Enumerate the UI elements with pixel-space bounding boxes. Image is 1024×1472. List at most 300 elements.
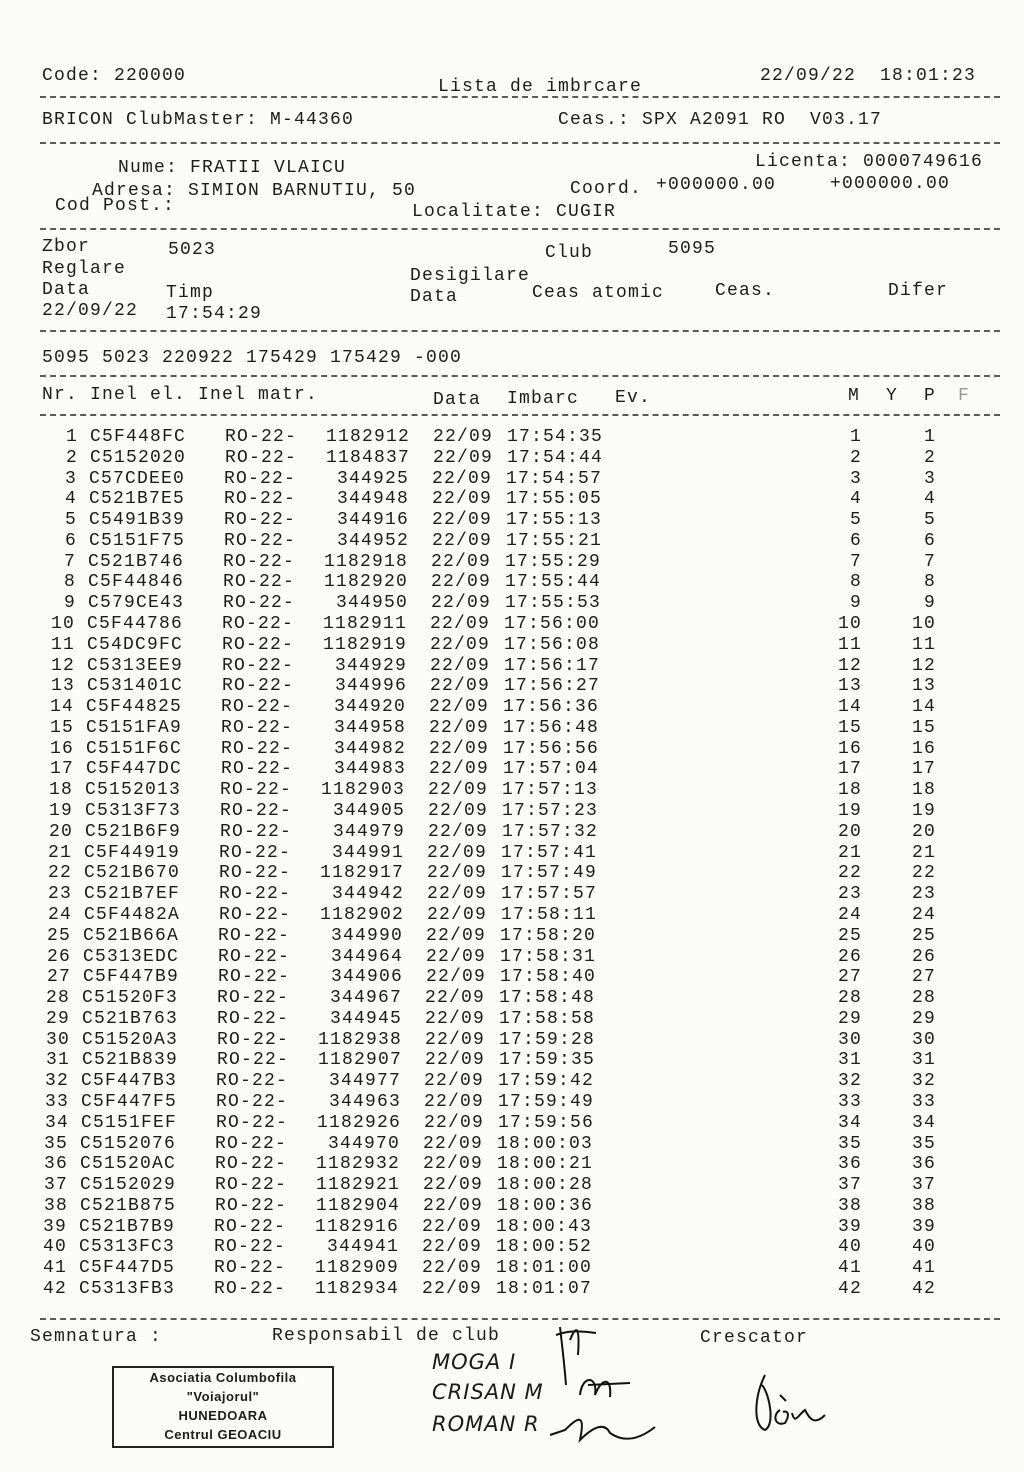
arrival-date: 22/09 [423, 1154, 484, 1175]
electronic-ring: C5F447DC [86, 759, 183, 780]
rank-p: 30 [911, 1029, 936, 1050]
rank-m: 5 [849, 510, 862, 531]
ring-number: 1182912 [325, 427, 410, 447]
row-number: 39 [42, 1216, 67, 1237]
col-header-date: Data [433, 390, 482, 410]
row-number: 26 [46, 946, 71, 967]
coord-x: +000000.00 [656, 175, 777, 195]
rank-m: 10 [837, 614, 862, 635]
row-number: 12 [50, 655, 75, 676]
arrival-date: 22/09 [424, 1091, 485, 1112]
rank-m: 40 [837, 1237, 862, 1258]
row-number: 6 [64, 530, 77, 551]
rank-p: 22 [911, 863, 936, 884]
row-number: 9 [63, 593, 76, 614]
arrival-date: 22/09 [422, 1216, 483, 1237]
electronic-ring: C5151FA9 [86, 717, 183, 738]
rank-m: 11 [837, 634, 862, 655]
rank-m: 28 [837, 988, 862, 1009]
divider [40, 96, 1000, 98]
rank-m: 17 [837, 759, 862, 780]
table-row [0, 1009, 1024, 1030]
handwritten-name: ROMAN R [432, 1412, 540, 1436]
row-number: 35 [43, 1133, 68, 1154]
electronic-ring: C521B6F9 [85, 821, 182, 842]
electronic-ring: C5F447B3 [81, 1071, 178, 1092]
arrival-date: 22/09 [432, 530, 493, 551]
ring-prefix: RO-22- [221, 717, 294, 738]
electronic-ring: C5F44786 [87, 614, 184, 635]
electronic-ring: C5F447B9 [83, 967, 180, 988]
arrival-date: 22/09 [432, 489, 493, 510]
electronic-ring: C521B66A [83, 925, 180, 946]
arrival-date: 22/09 [427, 884, 488, 905]
electronic-ring: C5152076 [80, 1133, 177, 1154]
ring-prefix: RO-22- [215, 1133, 288, 1154]
arrival-date: 22/09 [433, 447, 494, 468]
divider [40, 228, 1000, 230]
ring-prefix: RO-22- [217, 1029, 290, 1050]
rank-m: 19 [837, 801, 862, 822]
rank-m: 37 [837, 1175, 862, 1196]
ring-prefix: RO-22- [223, 551, 296, 572]
arrival-time: 17:58:11 [501, 904, 598, 925]
col-header-ring: Nr. Inel el. Inel matr. [42, 385, 319, 405]
arrival-time: 17:58:58 [499, 1008, 596, 1029]
table-row [0, 552, 1024, 573]
ring-prefix: RO-22- [220, 801, 293, 822]
rank-m: 38 [837, 1195, 862, 1216]
arrival-date: 22/09 [425, 988, 486, 1009]
owner-name: Nume: FRATII VLAICU [118, 158, 347, 178]
table-row [0, 947, 1024, 968]
row-number: 7 [63, 551, 76, 572]
row-number: 18 [48, 780, 73, 801]
rank-p: 28 [911, 988, 936, 1009]
arrival-time: 18:01:07 [496, 1278, 593, 1299]
arrival-time: 18:00:28 [497, 1175, 594, 1196]
rank-p: 17 [911, 759, 936, 780]
table-row [0, 1196, 1024, 1217]
arrival-date: 22/09 [428, 780, 489, 801]
electronic-ring: C5313EE9 [87, 655, 184, 676]
reglare-time: 17:54:29 [166, 304, 263, 324]
arrival-date: 22/09 [429, 717, 490, 738]
rank-p: 41 [911, 1258, 936, 1279]
rank-m: 4 [849, 489, 862, 510]
arrival-time: 17:59:35 [499, 1050, 596, 1071]
electronic-ring: C5313FB3 [79, 1278, 176, 1299]
ring-number: 1182932 [315, 1154, 400, 1175]
ring-number: 344920 [333, 697, 406, 718]
rank-p: 4 [923, 489, 936, 510]
rank-m: 9 [849, 593, 862, 614]
difer-label: Difer [888, 281, 949, 301]
row-number: 5 [64, 510, 77, 531]
rank-p: 9 [923, 593, 936, 614]
arrival-date: 22/09 [424, 1071, 485, 1092]
table-row [0, 1279, 1024, 1300]
arrival-date: 22/09 [430, 634, 491, 655]
rank-p: 8 [923, 572, 936, 593]
arrival-time: 17:58:31 [500, 946, 597, 967]
row-number: 38 [43, 1195, 68, 1216]
ring-prefix: RO-22- [224, 530, 297, 551]
desigilare-label: Desigilare [410, 266, 531, 286]
electronic-ring: C5152020 [90, 447, 187, 468]
arrival-time: 17:57:57 [501, 884, 598, 905]
handwritten-name: CRISAN M [432, 1380, 544, 1404]
postal-code-label: Cod Post.: [55, 196, 176, 216]
device-info: BRICON ClubMaster: M-44360 [42, 110, 355, 130]
arrival-date: 22/09 [429, 738, 490, 759]
rank-m: 23 [837, 884, 862, 905]
divider [40, 330, 1000, 332]
table-row [0, 1237, 1024, 1258]
col-header-p: P [924, 386, 937, 406]
rank-m: 34 [837, 1112, 862, 1133]
ring-prefix: RO-22- [215, 1154, 288, 1175]
rank-p: 27 [911, 967, 936, 988]
electronic-ring: C5151F75 [89, 530, 186, 551]
rank-m: 6 [849, 530, 862, 551]
rank-p: 10 [911, 614, 936, 635]
row-number: 33 [44, 1091, 69, 1112]
arrival-time: 17:59:42 [498, 1071, 595, 1092]
ring-number: 344905 [332, 801, 405, 822]
electronic-ring: C5491B39 [89, 510, 186, 531]
table-row [0, 801, 1024, 822]
row-number: 42 [42, 1278, 67, 1299]
arrival-time: 17:54:57 [506, 468, 603, 489]
arrival-date: 22/09 [427, 904, 488, 925]
arrival-date: 22/09 [423, 1175, 484, 1196]
ring-prefix: RO-22- [219, 884, 292, 905]
arrival-time: 18:00:52 [496, 1237, 593, 1258]
rank-p: 7 [923, 551, 936, 572]
row-number: 36 [43, 1154, 68, 1175]
row-number: 40 [42, 1237, 67, 1258]
ring-number: 1182938 [317, 1029, 402, 1050]
ring-prefix: RO-22- [225, 427, 298, 447]
club-responsible-label: Responsabil de club [272, 1326, 501, 1346]
arrival-date: 22/09 [426, 925, 487, 946]
arrival-time: 17:55:53 [505, 593, 602, 614]
ring-number: 1182909 [314, 1258, 399, 1279]
row-number: 32 [44, 1071, 69, 1092]
ring-number: 1182926 [316, 1112, 401, 1133]
arrival-time: 17:58:20 [500, 925, 597, 946]
electronic-ring: C521B7E5 [89, 489, 186, 510]
row-number: 20 [48, 821, 73, 842]
ring-number: 344982 [333, 738, 406, 759]
rank-m: 3 [849, 468, 862, 489]
ring-number: 344977 [328, 1071, 401, 1092]
rank-p: 40 [911, 1237, 936, 1258]
arrival-time: 17:56:00 [504, 614, 601, 635]
arrival-time: 17:57:49 [501, 863, 598, 884]
ring-prefix: RO-22- [221, 697, 294, 718]
print-datetime: 22/09/22 18:01:23 [760, 66, 977, 86]
ring-number: 1182904 [315, 1195, 400, 1216]
ring-number: 344967 [329, 988, 402, 1009]
rank-p: 2 [923, 447, 936, 468]
rank-m: 30 [837, 1029, 862, 1050]
arrival-time: 17:57:23 [502, 801, 599, 822]
row-number: 10 [50, 614, 75, 635]
signature-label: Semnatura : [30, 1327, 163, 1347]
ring-number: 344983 [333, 759, 406, 780]
arrival-time: 18:00:43 [496, 1216, 593, 1237]
row-number: 1 [65, 427, 78, 447]
electronic-ring: C521B875 [80, 1195, 177, 1216]
arrival-time: 17:57:04 [503, 759, 600, 780]
ring-number: 1182918 [323, 551, 408, 572]
row-number: 27 [46, 967, 71, 988]
electronic-ring: C5151FEF [81, 1112, 178, 1133]
arrival-date: 22/09 [433, 427, 494, 447]
reglare-date: 22/09/22 [42, 301, 139, 321]
ring-prefix: RO-22- [222, 614, 295, 635]
ring-number: 344950 [335, 593, 408, 614]
row-number: 3 [64, 468, 77, 489]
electronic-ring: C521B839 [82, 1050, 179, 1071]
arrival-time: 17:57:32 [502, 821, 599, 842]
table-row [0, 676, 1024, 697]
table-row [0, 1071, 1024, 1092]
ring-number: 344945 [329, 1008, 402, 1029]
arrival-time: 17:56:56 [503, 738, 600, 759]
electronic-ring: C5F4482A [84, 904, 181, 925]
ring-prefix: RO-22- [224, 489, 297, 510]
row-number: 11 [50, 634, 75, 655]
electronic-ring: C51520A3 [82, 1029, 179, 1050]
table-row [0, 1134, 1024, 1155]
ring-prefix: RO-22- [218, 946, 291, 967]
arrival-date: 22/09 [422, 1237, 483, 1258]
rank-p: 20 [911, 821, 936, 842]
reglare-label: Reglare [42, 259, 127, 279]
table-row [0, 572, 1024, 593]
arrival-date: 22/09 [430, 614, 491, 635]
arrival-date: 22/09 [432, 510, 493, 531]
electronic-ring: C5152029 [80, 1175, 177, 1196]
ring-number: 344929 [334, 655, 407, 676]
ring-prefix: RO-22- [214, 1278, 287, 1299]
club-value: 5095 [668, 239, 717, 259]
ring-prefix: RO-22- [222, 655, 295, 676]
table-row [0, 1050, 1024, 1071]
rank-p: 6 [923, 530, 936, 551]
ring-number: 344963 [328, 1091, 401, 1112]
rank-m: 32 [837, 1071, 862, 1092]
ring-number: 344996 [334, 676, 407, 697]
row-number: 8 [63, 572, 76, 593]
arrival-date: 22/09 [427, 863, 488, 884]
arrival-time: 17:58:48 [499, 988, 596, 1009]
ring-prefix: RO-22- [219, 842, 292, 863]
ring-number: 1182902 [319, 904, 404, 925]
ring-prefix: RO-22- [221, 738, 294, 759]
row-number: 19 [48, 801, 73, 822]
table-row [0, 905, 1024, 926]
rank-m: 31 [837, 1050, 862, 1071]
rank-p: 39 [911, 1216, 936, 1237]
electronic-ring: C5313F73 [85, 801, 182, 822]
owner-address: Adresa: SIMION BARNUTIU, 50 [92, 181, 417, 201]
rank-p: 1 [923, 427, 936, 447]
arrival-time: 17:54:44 [507, 447, 604, 468]
ring-prefix: RO-22- [224, 510, 297, 531]
ring-prefix: RO-22- [216, 1091, 289, 1112]
ring-number: 344979 [332, 821, 405, 842]
row-number: 29 [45, 1008, 70, 1029]
rank-p: 13 [911, 676, 936, 697]
ring-prefix: RO-22- [217, 1008, 290, 1029]
table-row [0, 489, 1024, 510]
electronic-ring: C521B763 [82, 1008, 179, 1029]
zbor-label: Zbor [42, 237, 91, 257]
arrival-time: 17:56:48 [503, 717, 600, 738]
arrival-date: 22/09 [431, 593, 492, 614]
divider [40, 375, 1000, 377]
table-row [0, 1030, 1024, 1051]
ring-prefix: RO-22- [218, 967, 291, 988]
arrival-time: 18:00:36 [497, 1195, 594, 1216]
ring-number: 344990 [330, 925, 403, 946]
electronic-ring: C5313FC3 [79, 1237, 176, 1258]
locality: Localitate: CUGIR [412, 202, 617, 222]
ring-number: 1182919 [322, 634, 407, 655]
table-row [0, 843, 1024, 864]
rank-p: 11 [911, 634, 936, 655]
row-number: 13 [50, 676, 75, 697]
ring-number: 344942 [331, 884, 404, 905]
table-row [0, 1113, 1024, 1134]
ring-prefix: RO-22- [214, 1216, 287, 1237]
electronic-ring: C521B7EF [84, 884, 181, 905]
handwritten-name: MOGA I [432, 1350, 517, 1374]
electronic-ring: C5F44825 [86, 697, 183, 718]
ring-number: 344948 [336, 489, 409, 510]
ring-number: 1182934 [314, 1278, 399, 1299]
code: Code: 220000 [42, 66, 187, 86]
rank-p: 24 [911, 904, 936, 925]
ring-prefix: RO-22- [219, 904, 292, 925]
table-row [0, 884, 1024, 905]
stamp-line: HUNEDOARA [178, 1408, 268, 1423]
rank-m: 26 [837, 946, 862, 967]
arrival-date: 22/09 [430, 676, 491, 697]
arrival-time: 17:54:35 [507, 427, 604, 447]
ceas-label: Ceas. [715, 281, 776, 301]
rank-m: 41 [837, 1258, 862, 1279]
row-number: 22 [47, 863, 72, 884]
stamp-line: Asociatia Columbofila [149, 1370, 297, 1385]
breeder-label: Crescator [700, 1328, 809, 1348]
arrival-time: 17:59:28 [499, 1029, 596, 1050]
zbor-value: 5023 [168, 240, 217, 260]
row-number: 21 [47, 842, 72, 863]
row-number: 30 [45, 1029, 70, 1050]
row-number: 24 [47, 904, 72, 925]
rank-m: 20 [837, 821, 862, 842]
rank-m: 22 [837, 863, 862, 884]
rank-p: 15 [911, 717, 936, 738]
ring-prefix: RO-22- [218, 925, 291, 946]
rank-m: 25 [837, 925, 862, 946]
table-row [0, 469, 1024, 490]
ring-number: 1184837 [325, 447, 410, 468]
rank-p: 31 [911, 1050, 936, 1071]
rank-m: 14 [837, 697, 862, 718]
col-header-y: Y [886, 386, 899, 406]
ring-prefix: RO-22- [215, 1175, 288, 1196]
table-row [0, 988, 1024, 1009]
arrival-date: 22/09 [422, 1258, 483, 1279]
table-row [0, 697, 1024, 718]
rank-m: 35 [837, 1133, 862, 1154]
row-number: 14 [49, 697, 74, 718]
ceas-atomic-label: Ceas atomic [532, 283, 665, 303]
ring-prefix: RO-22- [220, 821, 293, 842]
rank-p: 19 [911, 801, 936, 822]
rank-p: 3 [923, 468, 936, 489]
coord-y: +000000.00 [830, 174, 951, 194]
club-label: Club [545, 243, 594, 263]
electronic-ring: C5F448FC [90, 427, 187, 447]
table-row [0, 656, 1024, 677]
arrival-time: 17:55:29 [505, 551, 602, 572]
rank-p: 25 [911, 925, 936, 946]
rank-p: 34 [911, 1112, 936, 1133]
rank-m: 27 [837, 967, 862, 988]
ring-prefix: RO-22- [223, 572, 296, 593]
ring-prefix: RO-22- [219, 863, 292, 884]
divider [40, 414, 1000, 416]
arrival-time: 18:00:21 [497, 1154, 594, 1175]
table-row [0, 614, 1024, 635]
arrival-date: 22/09 [422, 1278, 483, 1299]
ring-prefix: RO-22- [225, 447, 298, 468]
arrival-time: 17:55:05 [506, 489, 603, 510]
rank-p: 21 [911, 842, 936, 863]
ring-number: 1182916 [314, 1216, 399, 1237]
arrival-time: 18:01:00 [496, 1258, 593, 1279]
ring-prefix: RO-22- [217, 988, 290, 1009]
arrival-time: 17:56:17 [504, 655, 601, 676]
ring-number: 344952 [336, 530, 409, 551]
rank-m: 33 [837, 1091, 862, 1112]
row-number: 28 [45, 988, 70, 1009]
rank-p: 23 [911, 884, 936, 905]
table-row [0, 593, 1024, 614]
electronic-ring: C51520F3 [82, 988, 179, 1009]
arrival-time: 17:56:27 [504, 676, 601, 697]
ring-number: 1182903 [320, 780, 405, 801]
data-label: Data [42, 280, 91, 300]
row-number: 15 [49, 717, 74, 738]
table-row [0, 822, 1024, 843]
ring-prefix: RO-22- [220, 780, 293, 801]
table-row [0, 635, 1024, 656]
rank-p: 38 [911, 1195, 936, 1216]
arrival-time: 17:55:44 [505, 572, 602, 593]
summary-line: 5095 5023 220922 175429 175429 -000 [42, 348, 463, 368]
electronic-ring: C521B670 [84, 863, 181, 884]
ring-number: 344906 [330, 967, 403, 988]
document-title: Lista de imbrcare [438, 77, 643, 97]
